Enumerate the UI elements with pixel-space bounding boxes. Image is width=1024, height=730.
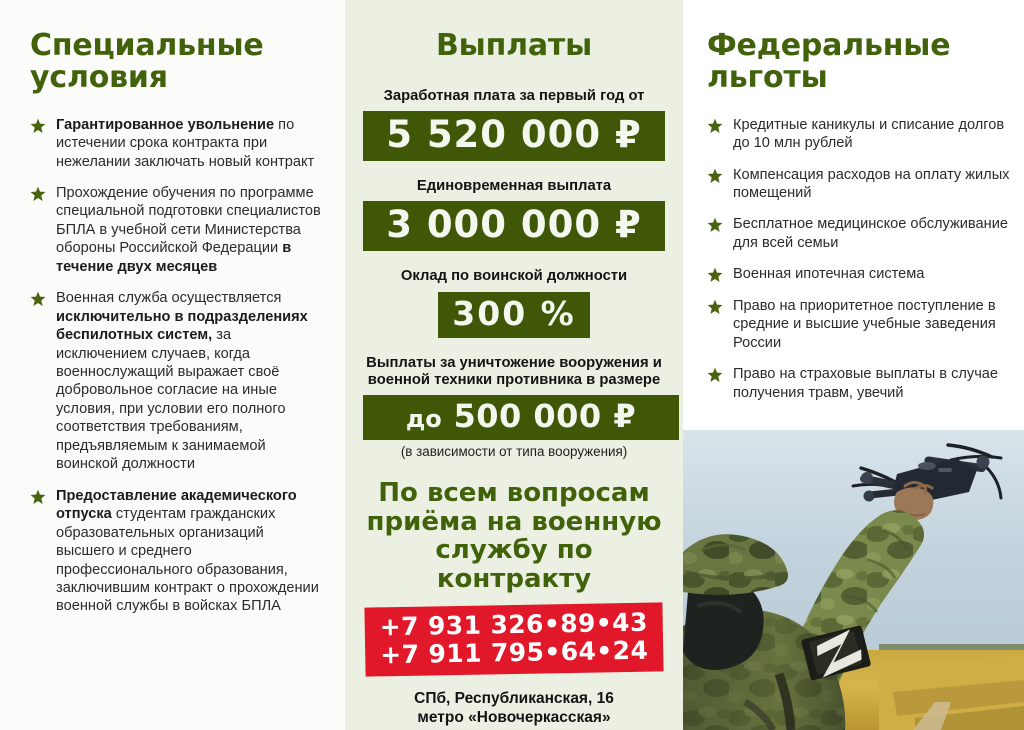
item-text: студентам гражданских образовательных организаций высшего и среднего профессионального образования, заключившим контракт о прохождении военной службы в войсках БПЛА xyxy=(56,506,319,615)
list-item xyxy=(30,487,323,616)
cta-heading: По всем вопросам приёма на военную службу по контракту xyxy=(366,478,662,594)
special-conditions-column xyxy=(0,0,345,730)
item-text: Компенсация расходов на оплату жилых помещений xyxy=(733,166,1010,201)
item-text: Военная ипотечная система xyxy=(733,266,925,283)
list-item xyxy=(707,265,1010,283)
list-item xyxy=(30,289,323,474)
federal-benefits-list xyxy=(707,116,1010,402)
star-icon xyxy=(707,118,723,134)
list-item xyxy=(707,166,1010,203)
address xyxy=(363,690,665,728)
item-text: Бесплатное медицинское обслуживание для всей семьи xyxy=(733,216,1008,251)
special-conditions-title: Специальные условия xyxy=(30,28,264,95)
item-bold-lead: Гарантированное увольнение xyxy=(56,116,275,133)
phone-number-2[interactable]: +7 911 795•64•24 xyxy=(379,635,649,670)
salary-value-band: 5 520 000 ₽ xyxy=(363,111,665,161)
list-item xyxy=(30,184,323,276)
special-conditions-list xyxy=(30,116,323,616)
star-icon xyxy=(707,299,723,315)
soldier-with-drone-photo xyxy=(683,430,1024,730)
item-bold-tail: в течение двух месяцев xyxy=(56,240,292,275)
list-item xyxy=(707,215,1010,252)
federal-benefits-title: Федеральные льготы xyxy=(707,28,951,95)
item-text: по истечении срока контракта при нежелании заключать новый контракт xyxy=(56,116,315,170)
destroy-bonus-value-band xyxy=(363,395,679,440)
star-icon xyxy=(30,118,46,134)
destroy-bonus-note: (в зависимости от типа вооружения) xyxy=(400,444,628,460)
item-text: Прохождение обучения по программе специальной подготовки специалистов БПЛА в учебной сети Министерства обороны Российской Федерации xyxy=(56,184,321,257)
payments-column xyxy=(345,0,683,730)
list-item xyxy=(30,116,323,171)
item-text: Право на страховые выплаты в случае получения травм, увечий xyxy=(733,366,999,401)
address-line-2: метро «Новочеркасская» xyxy=(417,709,611,727)
address-line-1: СПб, Республиканская, 16 xyxy=(414,690,614,708)
item-bold-mid: исключительно в подразделениях беспилотных систем, xyxy=(56,308,308,344)
lump-sum-value-band: 3 000 000 ₽ xyxy=(363,201,665,251)
star-icon xyxy=(30,489,46,505)
star-icon xyxy=(30,186,46,202)
item-text-tail: за исключением случаев, когда военнослужащий выражает своё добровольное согласие на иные условия, при условии его полного соответствия требованиям, предъявляемым к занимаемой воинской должности xyxy=(56,327,286,473)
destroy-bonus-label: Выплаты за уничтожение вооружения и военной техники противника в размере xyxy=(366,354,662,389)
rank-pay-value-band: 300 % xyxy=(438,292,590,338)
phone-number-1[interactable]: +7 931 326•89•43 xyxy=(379,608,649,642)
item-text: Право на приоритетное поступление в средние и высшие учебные заведения России xyxy=(733,297,996,351)
destroy-bonus-amount: 500 000 ₽ xyxy=(453,396,637,435)
list-item xyxy=(707,297,1010,352)
item-text: Кредитные каникулы и списание долгов до 10 млн рублей xyxy=(733,116,1005,152)
salary-label: Заработная плата за первый год от xyxy=(383,87,645,104)
destroy-bonus-prefix: до xyxy=(405,404,442,433)
star-icon xyxy=(707,168,723,184)
rank-pay-label: Оклад по воинской должности xyxy=(400,268,628,285)
phone-block[interactable] xyxy=(364,603,663,677)
payments-title: Выплаты xyxy=(435,28,593,63)
item-bold-lead: Предоставление академического отпуска xyxy=(56,487,297,523)
list-item xyxy=(707,365,1010,402)
star-icon xyxy=(707,367,723,383)
lump-sum-label: Единовременная выплата xyxy=(416,177,612,194)
star-icon xyxy=(30,291,46,307)
star-icon xyxy=(707,267,723,283)
item-text: Военная служба осуществляется xyxy=(56,290,282,307)
soldier-drone-illustration xyxy=(683,430,1024,730)
star-icon xyxy=(707,217,723,233)
list-item xyxy=(707,116,1010,153)
